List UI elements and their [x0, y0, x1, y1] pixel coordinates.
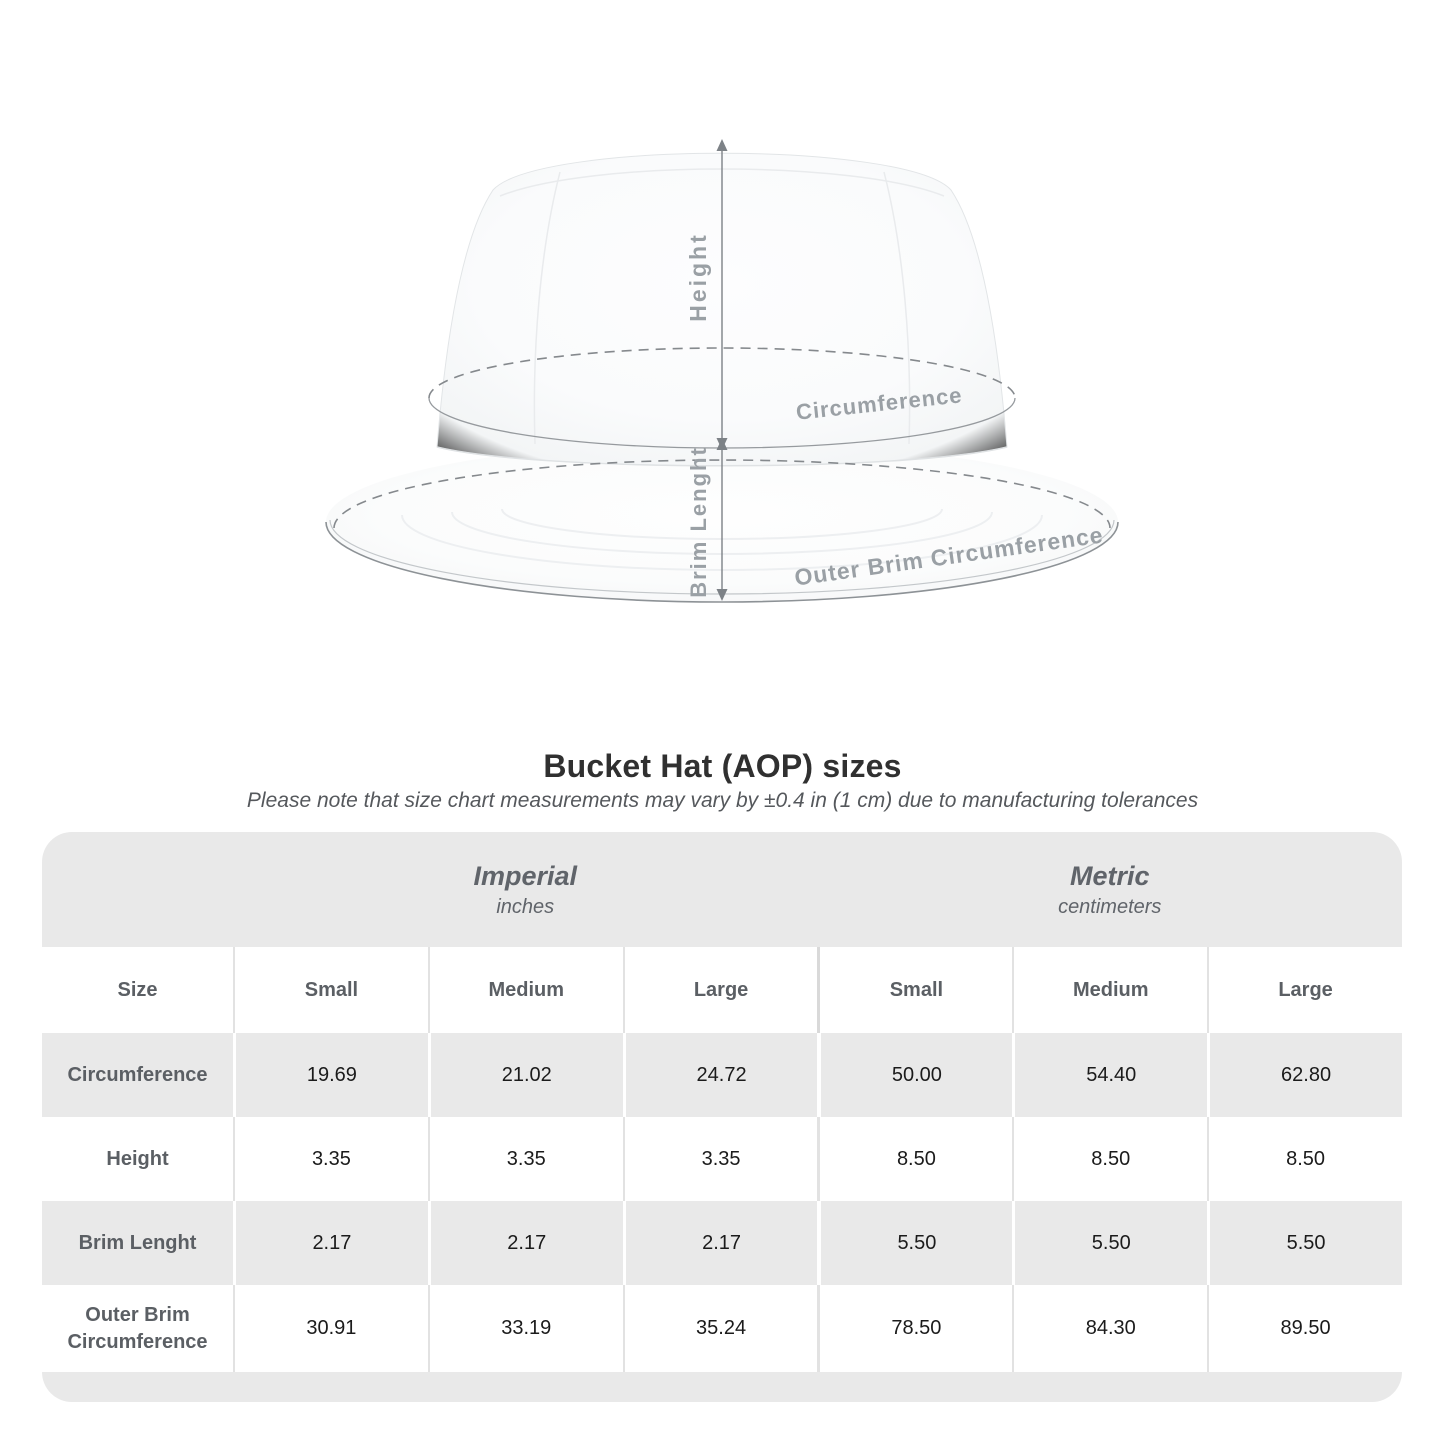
imperial-unit: inches — [496, 896, 555, 919]
brim-length-label: Brim Lenght — [686, 446, 711, 598]
column-header-small-imperial: Small — [233, 947, 428, 1033]
value-cell: 3.35 — [428, 1117, 623, 1201]
value-cell: 2.17 — [233, 1201, 428, 1285]
metric-label: Metric — [1069, 860, 1150, 891]
size-column-header: Size — [117, 978, 158, 1001]
metric-unit: centimeters — [1058, 896, 1162, 919]
value-cell: 3.35 — [233, 1117, 428, 1201]
value-cell: 33.19 — [428, 1285, 623, 1372]
page-title: Bucket Hat (AOP) sizes — [543, 748, 902, 784]
value-cell: 35.24 — [623, 1285, 818, 1372]
value-cell: 5.50 — [817, 1201, 1012, 1285]
value-cell: 19.69 — [233, 1033, 428, 1117]
column-header-small-metric: Small — [817, 947, 1012, 1033]
value-cell: 62.80 — [1207, 1033, 1402, 1117]
value-cell: 89.50 — [1207, 1285, 1402, 1372]
value-cell: 78.50 — [817, 1285, 1012, 1372]
value-cell: 8.50 — [817, 1117, 1012, 1201]
value-cell: 21.02 — [428, 1033, 623, 1117]
table-row-height — [42, 1117, 1402, 1201]
circumference-label: Circumference — [794, 382, 964, 425]
imperial-unit-group — [233, 832, 818, 947]
outer-brim-label: Outer Brim Circumference — [792, 521, 1105, 591]
bucket-hat-illustration — [0, 0, 1445, 660]
column-header-large-imperial: Large — [623, 947, 818, 1033]
value-cell: 8.50 — [1012, 1117, 1207, 1201]
value-cell: 5.50 — [1207, 1201, 1402, 1285]
value-cell: 50.00 — [817, 1033, 1012, 1117]
column-header-medium-imperial: Medium — [428, 947, 623, 1033]
column-header-large-metric: Large — [1207, 947, 1402, 1033]
value-cell: 30.91 — [233, 1285, 428, 1372]
value-cell: 5.50 — [1012, 1201, 1207, 1285]
row-label: Circumference — [67, 1063, 208, 1086]
size-table — [42, 832, 1402, 1402]
column-header-medium-metric: Medium — [1012, 947, 1207, 1033]
table-footer-band — [42, 1372, 1402, 1402]
table-row-circumference — [42, 1033, 1402, 1117]
metric-unit-group — [818, 832, 1403, 947]
value-cell: 8.50 — [1207, 1117, 1402, 1201]
height-label: Height — [685, 232, 711, 322]
value-cell: 24.72 — [623, 1033, 818, 1117]
tolerance-note: Please note that size chart measurements may vary by ±0.4 in (1 cm) due to manufacturing tolerances — [246, 789, 1199, 812]
row-label: Brim Lenght — [78, 1231, 197, 1254]
value-cell: 54.40 — [1012, 1033, 1207, 1117]
table-row-brim-length — [42, 1201, 1402, 1285]
units-header-row — [42, 832, 1402, 947]
value-cell: 3.35 — [623, 1117, 818, 1201]
value-cell: 84.30 — [1012, 1285, 1207, 1372]
size-header-row — [42, 947, 1402, 1033]
value-cell: 2.17 — [623, 1201, 818, 1285]
row-label: Outer Brim Circumference — [67, 1303, 208, 1353]
imperial-label: Imperial — [473, 860, 578, 891]
table-row-outer-brim — [42, 1285, 1402, 1372]
row-label: Height — [106, 1147, 169, 1170]
value-cell: 2.17 — [428, 1201, 623, 1285]
